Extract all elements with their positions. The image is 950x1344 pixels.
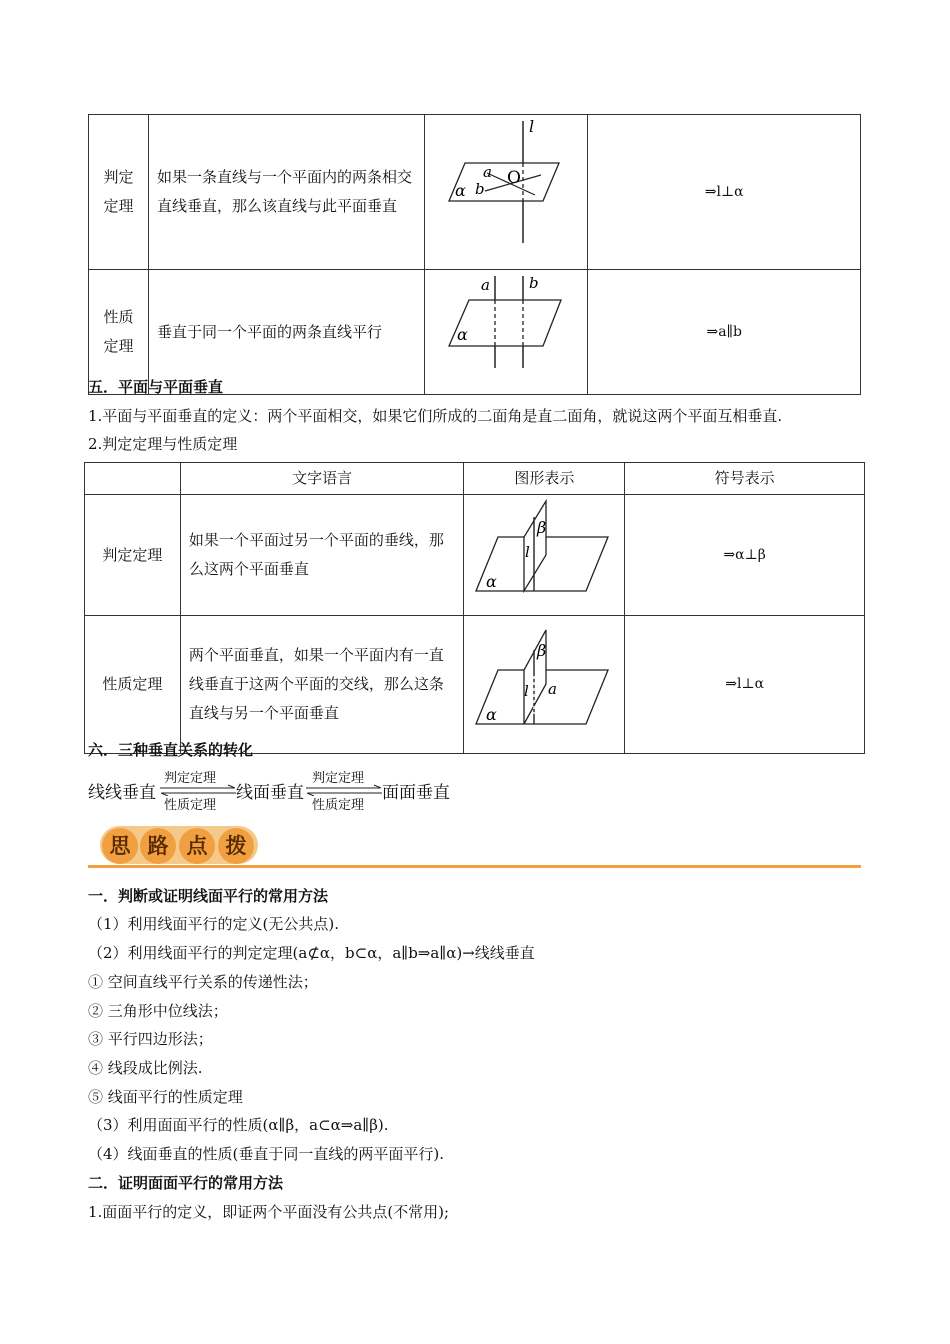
row-symbol: ⇒a∥b [588, 270, 861, 395]
row-text: 两个平面垂直，如果一个平面内有一直线垂直于这两个平面的交线，那么这条直线与另一个平面垂直 [180, 616, 464, 754]
svg-text:α: α [486, 572, 498, 591]
list-item: （2）利用线面平行的判定定理(a⊄α，b⊂α，a∥b⇒a∥α)→线线垂直 [88, 944, 535, 962]
svg-text:β: β [537, 518, 547, 537]
line-perp-plane-figure [425, 115, 587, 259]
list-item: ② 三角形中位线法； [88, 1002, 228, 1020]
paragraph: 2.判定定理与性质定理 [88, 435, 238, 453]
section-heading: 六．三种垂直关系的转化 [88, 741, 254, 759]
section-heading: 五．平面与平面垂直 [88, 378, 224, 396]
list-item: 1.面面平行的定义，即证两个平面没有公共点(不常用); [88, 1203, 450, 1221]
perpendicular-chain [88, 766, 588, 812]
svg-text:β: β [537, 641, 547, 660]
arrow-label-top: 判定定理 [164, 771, 217, 786]
figure-cell [425, 270, 588, 395]
double-arrow [158, 766, 238, 812]
svg-text:l: l [525, 543, 531, 561]
banner-char: 路 [140, 828, 176, 864]
svg-text:a: a [483, 163, 493, 181]
chain-node: 线面垂直 [236, 783, 304, 803]
figure-cell [464, 616, 625, 754]
row-symbol: ⇒l⊥α [588, 115, 861, 270]
svg-text:α: α [455, 181, 467, 200]
header-cell [85, 463, 181, 495]
svg-text:α: α [457, 325, 469, 344]
svg-text:b: b [529, 274, 540, 292]
header-cell: 图形表示 [464, 463, 625, 495]
banner-char: 点 [179, 828, 215, 864]
list-item: ③ 平行四边形法； [88, 1030, 213, 1048]
plane-perp-property-figure [464, 616, 624, 743]
svg-text:a: a [548, 680, 558, 698]
list-item: ④ 线段成比例法. [88, 1059, 203, 1077]
banner-underline [88, 865, 861, 868]
arrow-label-top: 判定定理 [312, 771, 365, 786]
row-name: 判定 定理 [89, 115, 149, 270]
table-row [89, 115, 861, 270]
svg-text:l: l [529, 117, 535, 136]
banner-tips [100, 826, 260, 866]
list-item: （1）利用线面平行的定义(无公共点). [88, 915, 340, 933]
arrow-label-bottom: 性质定理 [164, 798, 217, 813]
row-text: 垂直于同一个平面的两条直线平行 [148, 270, 425, 395]
table-header-row [85, 463, 865, 495]
chain-node: 面面垂直 [382, 783, 450, 803]
header-cell: 符号表示 [625, 463, 865, 495]
double-arrow [304, 766, 384, 812]
chain-node: 线线垂直 [88, 783, 156, 803]
header-cell: 文字语言 [180, 463, 464, 495]
table-plane-plane-perpendicular [84, 462, 865, 754]
table-line-plane-perpendicular [88, 114, 861, 395]
row-name: 性质定理 [85, 616, 181, 754]
list-item: （4）线面垂直的性质(垂直于同一直线的两平面平行). [88, 1145, 445, 1163]
svg-text:b: b [475, 180, 486, 198]
arrow-label-bottom: 性质定理 [312, 798, 365, 813]
svg-text:O: O [507, 168, 522, 188]
list-item: ⑤ 线面平行的性质定理 [88, 1088, 243, 1106]
parallel-lines-figure [425, 270, 587, 384]
table-row [85, 495, 865, 616]
plane-perp-plane-figure [464, 495, 624, 605]
paragraph: 1.平面与平面垂直的定义：两个平面相交，如果它们所成的二面角是直二面角，就说这两个平面互相垂直. [88, 407, 783, 425]
figure-cell [425, 115, 588, 270]
figure-cell [464, 495, 625, 616]
row-symbol: ⇒l⊥α [625, 616, 865, 754]
part-heading: 一．判断或证明线面平行的常用方法 [88, 887, 329, 905]
row-text: 如果一条直线与一个平面内的两条相交直线垂直，那么该直线与此平面垂直 [148, 115, 425, 270]
banner-char: 拨 [218, 828, 254, 864]
list-item: ① 空间直线平行关系的传递性法； [88, 973, 318, 991]
row-symbol: ⇒α⊥β [625, 495, 865, 616]
svg-text:a: a [481, 276, 491, 294]
svg-text:l: l [524, 682, 530, 700]
banner-char: 思 [102, 828, 138, 864]
part-heading: 二．证明面面平行的常用方法 [88, 1174, 284, 1192]
svg-text:α: α [486, 705, 498, 724]
row-text: 如果一个平面过另一个平面的垂线，那么这两个平面垂直 [180, 495, 464, 616]
row-name: 判定定理 [85, 495, 181, 616]
list-item: （3）利用面面平行的性质(α∥β，a⊂α⇒a∥β). [88, 1116, 389, 1134]
row-name: 性质 定理 [89, 270, 149, 395]
table-row [85, 616, 865, 754]
